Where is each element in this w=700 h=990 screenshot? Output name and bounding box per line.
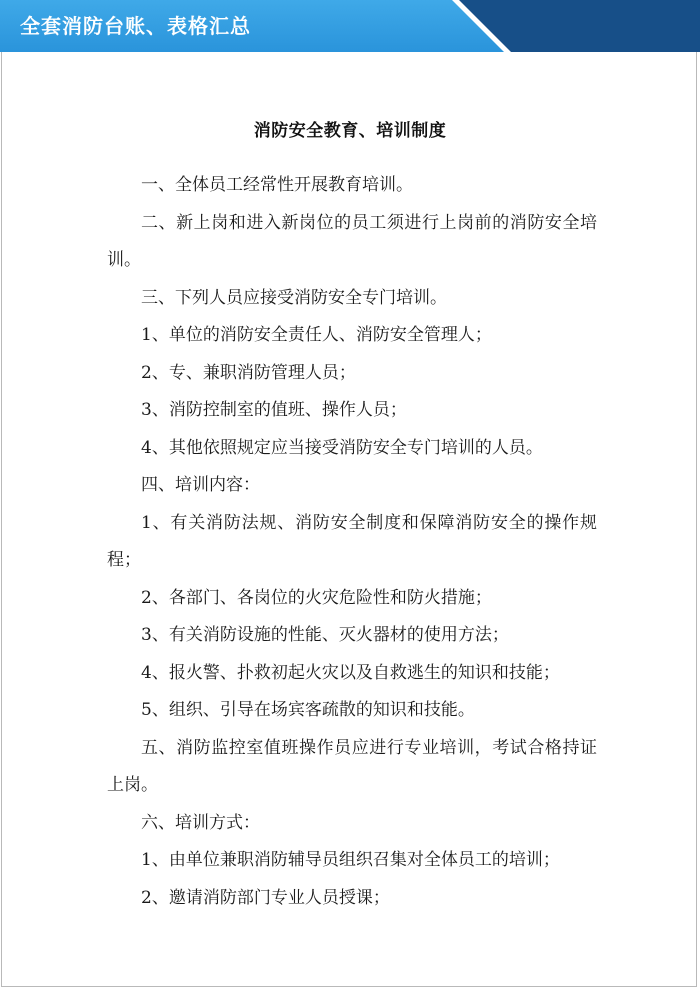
paragraph: 3、消防控制室的值班、操作人员；: [141, 400, 407, 420]
paragraph: 2、专、兼职消防管理人员；: [141, 362, 356, 383]
paragraph: 三、下列人员应接受消防安全专门培训。: [141, 287, 447, 308]
paragraph: 六、培训方式：: [141, 812, 260, 833]
paragraph: 五、消防监控室值班操作员应进行专业培训，考试合格持证上岗。: [107, 737, 597, 795]
document-body: [107, 167, 597, 917]
paragraph: 二、新上岗和进入新岗位的员工须进行上岗前的消防安全培训。: [107, 212, 597, 270]
paragraph: 一、全体员工经常性开展教育培训。: [141, 175, 413, 195]
header-banner: [0, 0, 700, 52]
paragraph: 1、单位的消防安全责任人、消防安全管理人；: [141, 325, 492, 345]
paragraph: 4、报火警、扑救初起火灾以及自救逃生的知识和技能；: [141, 662, 560, 683]
paragraph: 1、有关消防法规、消防安全制度和保障消防安全的操作规程；: [107, 512, 597, 570]
paragraph: 2、各部门、各岗位的火灾危险性和防火措施；: [141, 587, 492, 608]
paragraph: 3、有关消防设施的性能、灭火器材的使用方法；: [141, 625, 509, 645]
document-title: 消防安全教育、培训制度: [253, 121, 447, 141]
paragraph: 1、由单位兼职消防辅导员组织召集对全体员工的培训；: [141, 850, 560, 870]
paragraph: 5、组织、引导在场宾客疏散的知识和技能。: [141, 700, 475, 720]
paragraph: 四、培训内容：: [141, 475, 260, 495]
paragraph: 2、邀请消防部门专业人员授课；: [141, 887, 390, 908]
banner-title: 全套消防台账、表格汇总: [20, 14, 251, 38]
paragraph: 4、其他依照规定应当接受消防安全专门培训的人员。: [141, 437, 543, 458]
